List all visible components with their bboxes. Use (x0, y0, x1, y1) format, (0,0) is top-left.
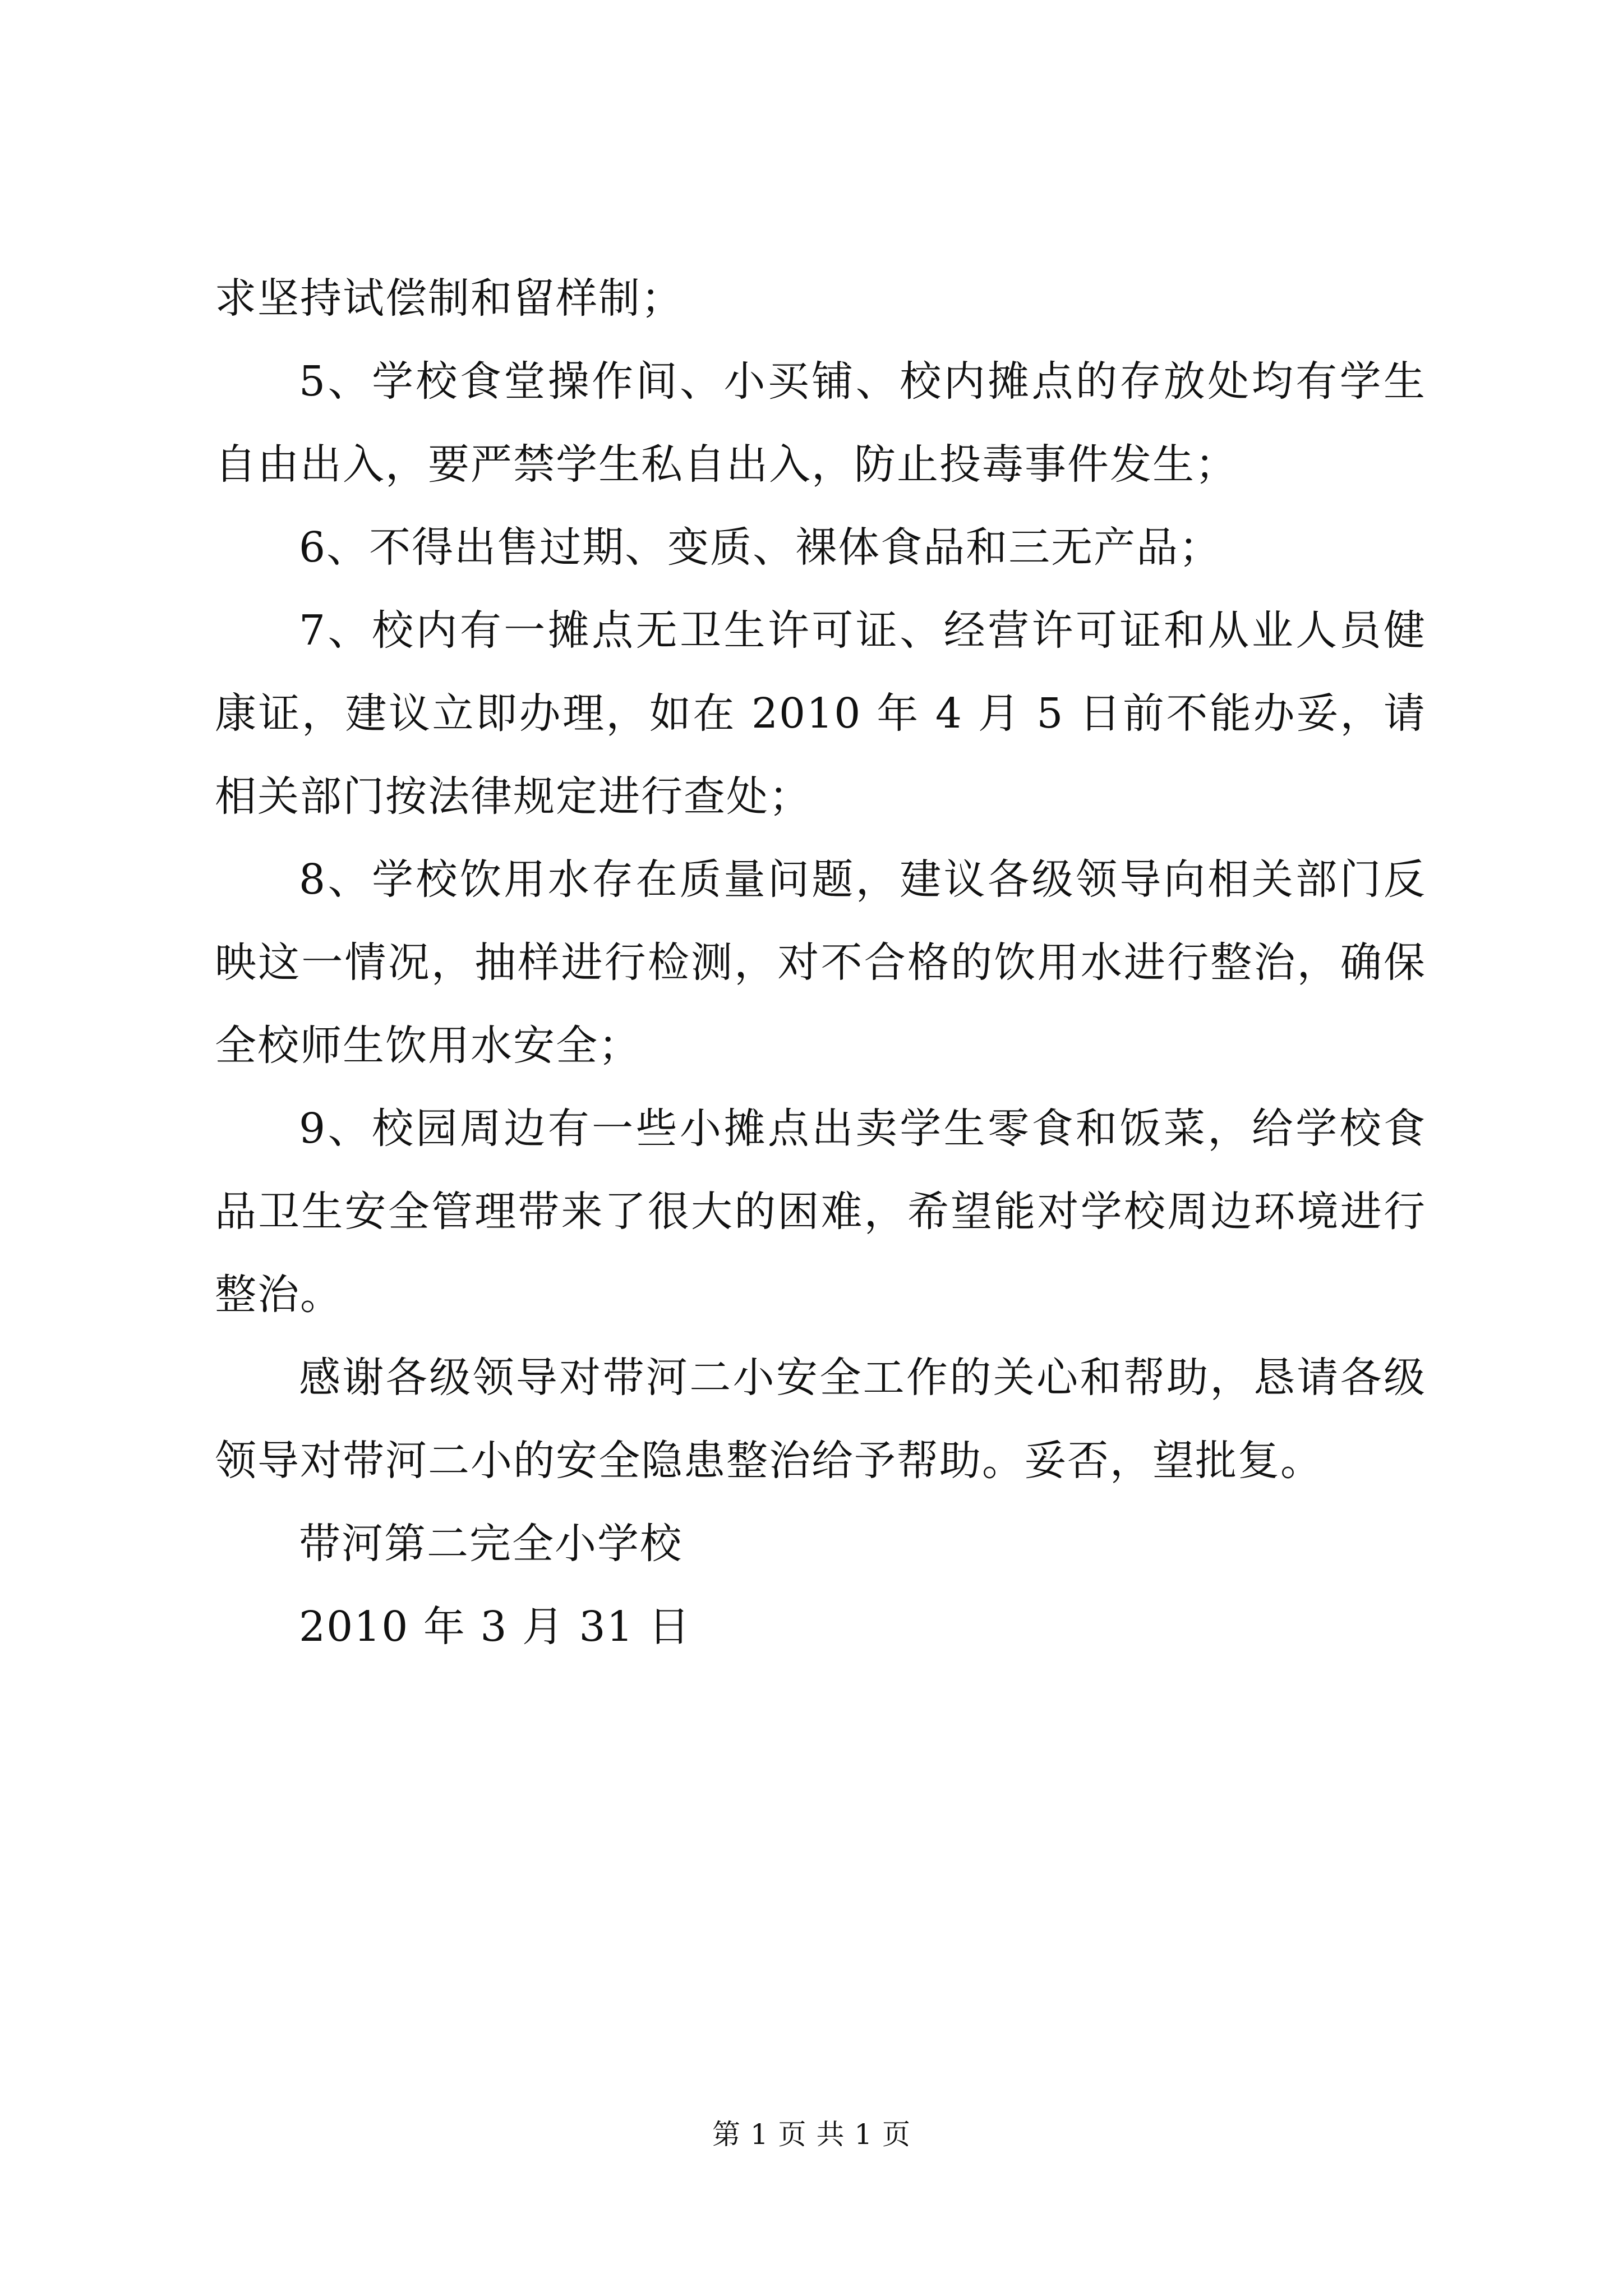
paragraph-item-5: 5、学校食堂操作间、小买铺、校内摊点的存放处均有学生自由出入，要严禁学生私自出入，防止投毒事件发生； (215, 357, 1426, 489)
paragraph-item-8: 8、学校饮用水存在质量问题，建议各级领导向相关部门反映这一情况，抽样进行检测，对不合格的饮用水进行整治，确保全校师生饮用水安全； (215, 855, 1426, 1070)
signature-organization: 带河第二完全小学校 (299, 1520, 683, 1568)
signature-date: 2010 年 3 月 31 日 (299, 1603, 691, 1651)
paragraph-closing: 感谢各级领导对带河二小安全工作的关心和帮助，恳请各级领导对带河二小的安全隐患整治给予帮助。妥否，望批复。 (215, 1354, 1426, 1485)
document-body (215, 257, 1426, 1668)
paragraph-item-7: 7、校内有一摊点无卫生许可证、经营许可证和从业人员健康证，建议立即办理，如在 2010 年 4 月 5 日前不能办妥，请相关部门按法律规定进行查处； (215, 606, 1426, 821)
paragraph-continuation: 求坚持试偿制和留样制； (215, 274, 684, 323)
paragraph-item-9: 9、校园周边有一些小摊点出卖学生零食和饭菜，给学校食品卫生安全管理带来了很大的困难，希望能对学校周边环境进行整治。 (215, 1105, 1426, 1319)
paragraph-item-6: 6、不得出售过期、变质、裸体食品和三无产品； (299, 523, 1222, 572)
page-footer: 第 1 页 共 1 页 (712, 2118, 911, 2151)
